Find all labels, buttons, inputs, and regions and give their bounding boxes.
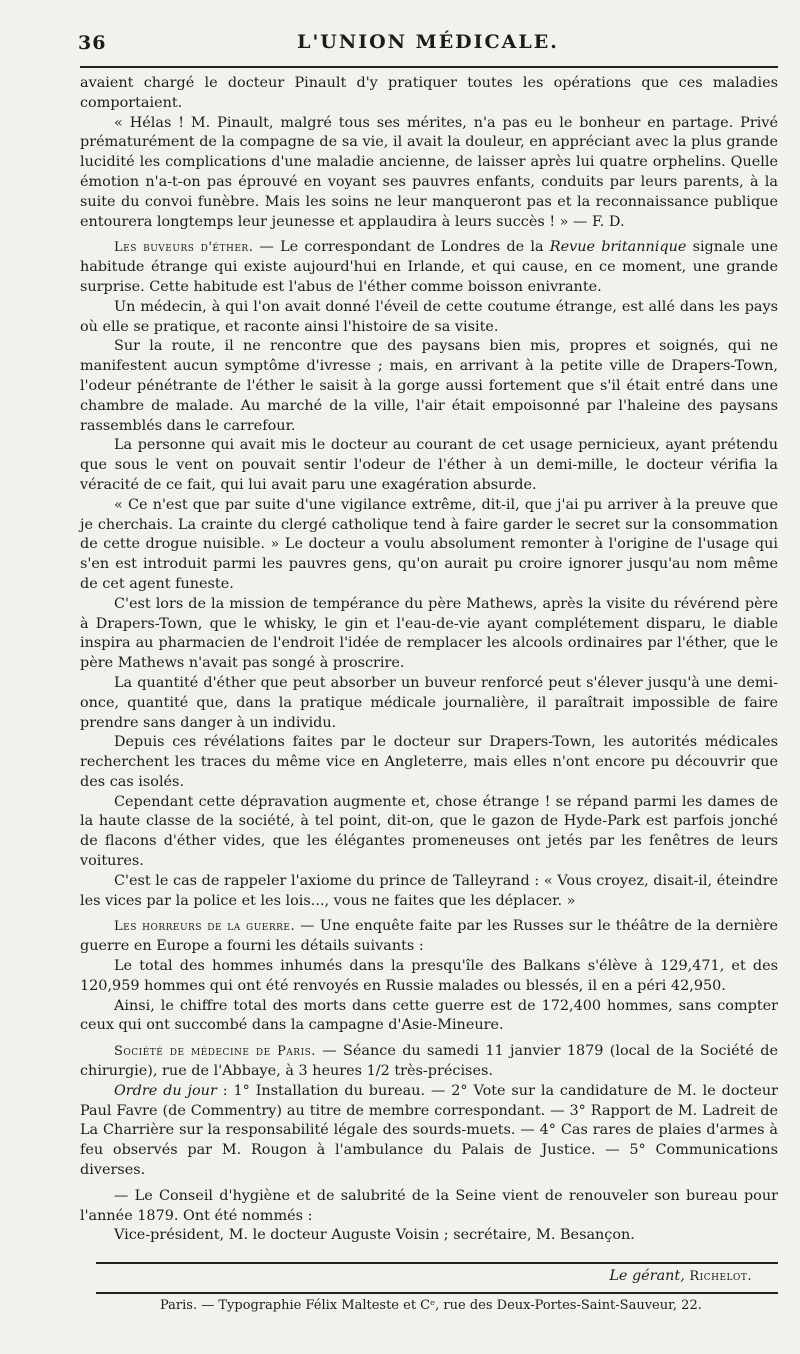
paragraph: C'est le cas de rappeler l'axiome du prince de Talleyrand : « Vous croyez, disait-il, éteindre les vices par la police et les lois..., vous ne faites que les déplacer. » <box>80 872 778 909</box>
agenda-label: Ordre du jour <box>114 1082 217 1099</box>
paragraph: C'est lors de la mission de tempérance du père Mathews, après la visite du révérend père à Drapers-Town, que le whisky, le gin et l'eau-de-vie ayant complétement disparu, le diable inspira au pharmacien de l'endroit l'idée de remplacer les alcools ordinaires par l'éther, que le père Mathews n'avait pas songé à proscrire. <box>80 595 778 672</box>
printer-imprint: Paris. — Typographie Félix Malteste et Cᵉ, rue des Deux-Portes-Saint-Sauveur, 22. <box>160 1298 702 1313</box>
paragraph: Vice-président, M. le docteur Auguste Voisin ; secrétaire, M. Besançon. <box>114 1227 635 1244</box>
paragraph: avaient chargé le docteur Pinault d'y pratiquer toutes les opérations que ces maladies comportaient. <box>80 75 778 111</box>
paragraph: Ordre du jour : 1° Installation du bureau. — 2° Vote sur la candidature de M. le docteur Paul Favre (de Commentry) au titre de membre correspondant. — 3° Rapport de M. Ladreit de La Charrière sur la responsabilité légale des sourds-muets. — 4° Cas rares de plaies d'armes à feu observés par M. Rougon à l'ambulance du Palais de Justice. — 5° Communications diverses. <box>80 1082 778 1179</box>
paragraph: Ainsi, le chiffre total des morts dans cette guerre est de 172,400 hommes, sans compter ceux qui ont succombé dans la campagne d'Asie-Mineure. <box>80 997 778 1034</box>
paragraph: La quantité d'éther que peut absorber un buveur renforcé peut s'élever jusqu'à une demi-once, quantité que, dans la pratique médicale journalière, il paraîtrait impossible de faire prendre sans danger à un individu. <box>80 674 778 731</box>
paragraph: Société de médecine de Paris. — Séance du samedi 11 janvier 1879 (local de la Société de chirurgie), rue de l'Abbaye, à 3 heures 1/2 très-précises. <box>80 1043 778 1080</box>
paragraph: — Le Conseil d'hygiène et de salubrité de la Seine vient de renouveler son bureau pour l'année 1879. Ont été nommés : <box>80 1187 778 1224</box>
paragraph: La personne qui avait mis le docteur au courant de cet usage pernicieux, ayant prétendu que sous le vent on pouvait sentir l'odeur de l'éther à un demi-mille, le docteur vérifia la véracité de ce fait, qui lui avait paru une exagération absurde. <box>80 437 778 493</box>
gerant-label: Le gérant, <box>609 1268 685 1284</box>
article-body <box>80 74 778 1246</box>
footer-rule <box>96 1262 778 1264</box>
paragraph: Le total des hommes inhumés dans la presqu'île des Balkans s'élève à 129,471, et des 120,959 hommes qui ont été renvoyés en Russie malades ou blessés, il en a péri 42,950. <box>80 958 778 994</box>
paragraph: « Ce n'est que par suite d'une vigilance extrême, dit-il, que j'ai pu arriver à la preuve que je cherchais. La crainte du clergé catholique tend à faire garder le secret sur la consommation de cette drogue nuisible. » Le docteur a voulu absolument remonter à l'origine de l'usage qui s'en est introduit parmi les pauvres gens, qu'on aurait pu croire ignorer jusqu'au nom même de cet agent funeste. <box>80 496 778 592</box>
paragraph: Un médecin, à qui l'on avait donné l'éveil de cette coutume étrange, est allé dans les pays où elle se pratique, et raconte ainsi l'histoire de sa visite. <box>80 298 778 335</box>
gerant-name: Richelot. <box>689 1269 752 1284</box>
section-heading: Les horreurs de la guerre. <box>114 919 296 935</box>
footer-rule-2 <box>96 1292 778 1294</box>
paragraph: Cependant cette dépravation augmente et, chose étrange ! se répand parmi les dames de la haute classe de la société, à tel point, dit-on, que le gazon de Hyde-Park est parfois jonché de flacons d'éther vides, que les élégantes promeneuses ont jetés par les fenêtres de leurs voitures. <box>80 793 778 870</box>
paragraph: « Hélas ! M. Pinault, malgré tous ses mérites, n'a pas eu le bonheur en partage. Privé prématurément de la compagne de sa vie, il avait la douleur, en appréciant avec la plus grande lucidité les complications d'une maladie ancienne, de laisser après lui quatre orphelins. Quelle émotion n'a-t-on pas éprouvé en voyant ses pauvres enfants, conduits par leurs parents, à la suite du convoi funèbre. Mais les soins ne leur manqueront pas et la reconnaissance publique entourera longtemps leur jeunesse et applaudira à leurs succès ! » — F. D. <box>80 114 778 230</box>
running-header <box>78 28 778 58</box>
paragraph: Depuis ces révélations faites par le docteur sur Drapers-Town, les autorités médicales recherchent les traces du même vice en Angleterre, mais elles n'ont encore pu découvrir que des cas isolés. <box>80 734 778 790</box>
section-heading: Les buveurs d'éther. <box>114 240 254 256</box>
section-heading: Société de médecine de Paris. <box>114 1044 316 1060</box>
gerant-line <box>609 1268 752 1284</box>
page-number: 36 <box>78 32 107 54</box>
italic-title: Revue britannique <box>549 239 687 256</box>
paragraph: Les horreurs de la guerre. — Une enquête faite par les Russes sur le théâtre de la dernière guerre en Europe a fourni les détails suivants : <box>80 918 778 955</box>
journal-title: L'UNION MÉDICALE. <box>297 31 559 53</box>
paragraph: Les buveurs d'éther. — Le correspondant de Londres de la Revue britannique signale une habitude étrange qui existe aujourd'hui en Irlande, et qui cause, en ce moment, une grande surprise. Cette habitude est l'abus de l'éther comme boisson enivrante. <box>80 239 778 295</box>
header-rule <box>80 66 778 68</box>
paragraph: Sur la route, il ne rencontre que des paysans bien mis, propres et soignés, qui ne manifestent aucun symptôme d'ivresse ; mais, en arrivant à la petite ville de Drapers-Town, l'odeur pénétrante de l'éther le saisit à la gorge aussi fortement que s'il était entré dans une chambre de malade. Au marché de la ville, l'air était empoisonné par l'haleine des paysans rassemblés dans le carrefour. <box>80 338 778 434</box>
